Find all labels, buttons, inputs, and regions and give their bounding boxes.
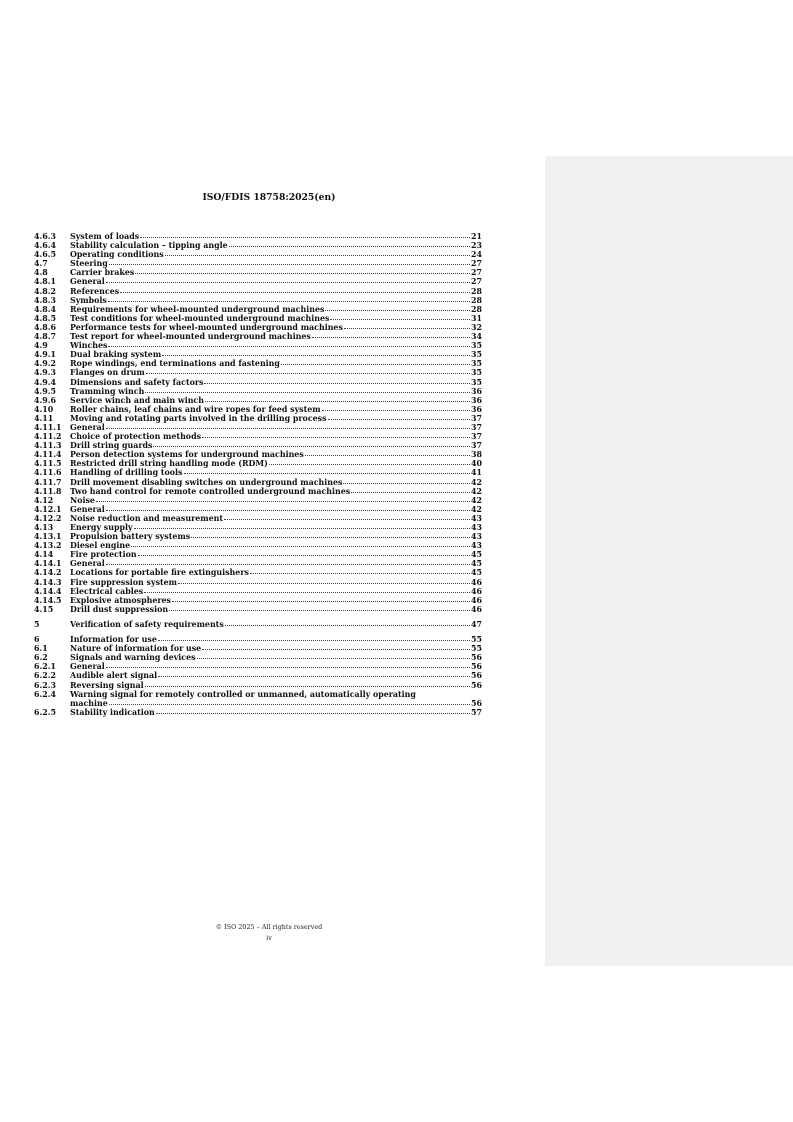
toc-entry-number: 4.11.7 [34, 477, 62, 487]
toc-entry-title: Signals and warning devices [70, 653, 196, 663]
toc-entry-page: 36 [471, 404, 482, 414]
toc-entry-page: 56 [471, 662, 482, 672]
toc-entry-title: Audible alert signal [70, 671, 158, 681]
toc-entry-page: 35 [471, 359, 482, 369]
page-footer [34, 922, 504, 944]
toc-entry-page: 42 [471, 477, 482, 487]
toc-entry-page: 27 [471, 259, 482, 269]
toc-dot-leader [344, 322, 470, 329]
toc-entry-page: 46 [471, 604, 482, 614]
toc-dot-leader [269, 458, 470, 465]
toc-dot-leader [106, 558, 470, 565]
toc-dot-leader [172, 595, 470, 602]
toc-entry-page: 21 [471, 232, 482, 241]
toc-entry-number: 4.9.2 [34, 359, 56, 369]
toc-entry-page: 46 [471, 586, 482, 596]
toc-entry-title: Noise [70, 495, 95, 505]
toc-dot-leader [106, 276, 470, 283]
toc-dot-leader [328, 413, 470, 420]
toc-entry-page: 41 [471, 468, 482, 478]
toc-dot-leader [202, 431, 470, 438]
toc-entry-page: 46 [471, 577, 482, 587]
toc-entry-number: 4.12 [34, 495, 54, 505]
toc-dot-leader [351, 486, 470, 493]
toc-entry-title: Steering [70, 259, 108, 269]
toc-entry-number: 4.14 [34, 550, 54, 560]
toc-entry-number: 4.14.2 [34, 568, 62, 578]
toc-dot-leader [138, 549, 470, 556]
toc-entry-number: 4.13.2 [34, 541, 62, 551]
toc-entry-number: 4.8.3 [34, 295, 56, 305]
toc-dot-leader [224, 513, 470, 520]
copyright-notice: © ISO 2025 – All rights reserved [215, 923, 323, 931]
toc-entry-number: 4.11.2 [34, 432, 62, 442]
toc-entry-page: 28 [471, 286, 482, 296]
toc-dot-leader [178, 577, 470, 584]
toc-entry-page: 36 [471, 395, 482, 405]
toc-entry-number: 4.8.6 [34, 322, 56, 332]
toc-entry-page: 23 [471, 241, 482, 251]
toc-entry-page: 34 [471, 332, 482, 342]
toc-entry-page: 27 [471, 268, 482, 278]
toc-entry-number: 4.11.5 [34, 459, 62, 469]
toc-entry-title: Operating conditions [70, 250, 164, 260]
toc-entry-number: 4.11 [34, 413, 54, 423]
toc-entry-number: 4.11.8 [34, 486, 62, 496]
toc-dot-leader [184, 467, 471, 474]
toc-dot-leader [325, 304, 470, 311]
toc-entry-title: Flanges on drum [70, 368, 145, 378]
toc-entry-title: Roller chains, leaf chains and wire ropes for feed system [70, 404, 321, 414]
toc-entry-title: Handling of drilling tools [70, 468, 183, 478]
toc-entry-title: General [70, 662, 105, 672]
toc-entry-number: 4.14.3 [34, 577, 62, 587]
toc-entry-title: Dual braking system [70, 350, 162, 360]
toc-dot-leader [109, 258, 470, 265]
toc-entry-page: 43 [471, 513, 482, 523]
toc-entry-title: Test report for wheel-mounted underground machines [70, 332, 311, 342]
toc-entry-title: Two hand control for remote controlled underground machines [70, 486, 351, 496]
toc-entry-number: 4.9.5 [34, 386, 56, 396]
toc-entry-title: Drill string guards [70, 441, 153, 451]
toc-entry-page: 37 [471, 432, 482, 442]
toc-dot-leader [165, 249, 470, 256]
toc-entry-page: 37 [471, 441, 482, 451]
toc-dot-leader [169, 604, 470, 611]
toc-entry-title: Choice of protection methods [70, 432, 202, 442]
toc-entry-title: machine [70, 698, 108, 708]
toc-entry-title: Nature of information for use [70, 644, 202, 654]
toc-dot-leader [162, 349, 470, 356]
toc-entry-page: 35 [471, 350, 482, 360]
toc-dot-leader [250, 567, 470, 574]
toc-entry-page: 46 [471, 595, 482, 605]
toc-entry-number: 4.14.1 [34, 559, 62, 569]
toc-entry-page: 43 [471, 523, 482, 532]
toc-entry-page: 35 [471, 377, 482, 387]
toc-entry-number: 6.2.2 [34, 671, 56, 681]
toc-entry-title: Test conditions for wheel-mounted underground machines [70, 313, 330, 323]
toc-entry-number: 4.13.1 [34, 532, 62, 542]
toc-dot-leader [205, 395, 470, 402]
toc-dot-leader [305, 449, 470, 456]
toc-entry-title: Verification of safety requirements [70, 619, 224, 629]
toc-entry-page: 28 [471, 295, 482, 305]
toc-entry-number: 6.2.5 [34, 707, 56, 717]
toc-entry-page: 55 [471, 635, 482, 645]
toc-entry-title: Propulsion battery systems [70, 532, 191, 542]
toc-entry-page: 32 [471, 322, 482, 332]
toc-dot-leader [330, 313, 470, 320]
toc-dot-leader [343, 477, 470, 484]
toc-dot-leader [108, 295, 470, 302]
toc-entry-page: 37 [471, 422, 482, 432]
toc-entry-number: 4.6.4 [34, 241, 56, 251]
toc-dot-leader [108, 340, 470, 347]
document-header: ISO/FDIS 18758:2025(en) [202, 192, 336, 203]
toc-entry-title: Fire suppression system [70, 577, 178, 587]
toc-entry-title: General [70, 422, 105, 432]
toc-entry-number: 4.6.5 [34, 250, 56, 260]
toc-entry-title: Fire protection [70, 550, 137, 560]
toc-entry-title: Drill movement disabling switches on underground machines [70, 477, 343, 487]
toc-entry-page: 56 [471, 653, 482, 663]
toc-entry[interactable] [34, 605, 482, 614]
toc-entry-number: 4.10 [34, 404, 54, 414]
toc-dot-leader [146, 367, 470, 374]
toc-dot-leader [312, 331, 470, 338]
toc-entry-title: Reversing signal [70, 680, 144, 690]
toc-dot-leader [135, 267, 470, 274]
toc-dot-leader [156, 707, 470, 714]
toc-entry-page: 55 [471, 644, 482, 654]
toc-entry-title: Moving and rotating parts involved in the drilling process [70, 413, 327, 423]
toc-dot-leader [96, 495, 470, 502]
toc-entry-number: 6.2.3 [34, 680, 56, 690]
toc-dot-leader [109, 698, 470, 705]
toc-entry-number: 6.2.1 [34, 662, 56, 672]
toc-entry-page: 40 [471, 459, 482, 469]
toc-dot-leader [153, 440, 470, 447]
toc-entry-number: 4.14.5 [34, 595, 62, 605]
toc-entry-page: 42 [471, 495, 482, 505]
toc-entry-number: 6.2 [34, 653, 48, 663]
table-of-contents [34, 232, 482, 717]
toc-entry-title: Locations for portable fire extinguishers [70, 568, 249, 578]
toc-entry-page: 43 [471, 532, 482, 542]
toc-entry-number: 4.9 [34, 341, 48, 351]
toc-entry-page: 31 [471, 313, 482, 323]
toc-entry-title: Carrier brakes [70, 268, 135, 278]
toc-entry-page: 45 [471, 559, 482, 569]
toc-entry-title: Service winch and main winch [70, 395, 204, 405]
page-number: iv [266, 934, 272, 942]
toc-dot-leader [106, 422, 470, 429]
toc-dot-leader [204, 377, 470, 384]
toc-dot-leader [145, 386, 470, 393]
toc-dot-leader [134, 522, 470, 529]
toc-dot-leader [197, 652, 470, 659]
toc-entry-page: 45 [471, 568, 482, 578]
toc-dot-leader [225, 619, 470, 626]
toc-entry-title: Winches [70, 341, 108, 351]
toc-entry-title: Requirements for wheel-mounted underground machines [70, 304, 325, 314]
toc-entry-number: 4.8.4 [34, 304, 56, 314]
toc-entry-title: Noise reduction and measurement [70, 513, 224, 523]
toc-entry-number: 4.9.6 [34, 395, 56, 405]
toc-entry-page: 36 [471, 386, 482, 396]
toc-entry-number: 4.11.3 [34, 441, 62, 451]
toc-entry[interactable] [34, 620, 482, 629]
toc-entry-title: Person detection systems for underground machines [70, 450, 304, 460]
toc-dot-leader [229, 240, 470, 247]
toc-entry-title: Rope windings, end terminations and fastening [70, 359, 280, 369]
comment-pane [545, 156, 793, 966]
toc-entry-page: 47 [471, 619, 482, 629]
toc-dot-leader [145, 680, 470, 687]
toc-dot-leader [281, 358, 470, 365]
toc-dot-leader [120, 286, 470, 293]
toc-entry-number: 4.15 [34, 604, 54, 614]
toc-entry-number: 4.9.3 [34, 368, 56, 378]
toc-entry-title: General [70, 277, 105, 287]
toc-entry-title: Information for use [70, 635, 157, 645]
toc-dot-leader [131, 540, 470, 547]
toc-entry-title: Diesel engine [70, 541, 131, 551]
toc-entry-number: 6 [34, 635, 40, 645]
toc-dot-leader [158, 670, 470, 677]
toc-entry-title: General [70, 504, 105, 514]
toc-entry-number: 4.8.1 [34, 277, 56, 287]
toc-entry-number: 4.8.5 [34, 313, 56, 323]
toc-entry-page: 56 [471, 671, 482, 681]
toc-entry-page: 43 [471, 541, 482, 551]
toc-entry-page: 37 [471, 413, 482, 423]
toc-entry-number: 5 [34, 619, 40, 629]
toc-entry-number: 4.12.2 [34, 513, 62, 523]
toc-entry-title: Dimensions and safety factors [70, 377, 204, 387]
toc-entry-number: 4.7 [34, 259, 48, 269]
toc-entry-title: Energy supply [70, 523, 133, 532]
toc-entry-title: System of loads [70, 232, 140, 241]
toc-entry-number: 4.11.6 [34, 468, 62, 478]
toc-entry-number: 4.11.1 [34, 422, 62, 432]
toc-entry-number: 6.1 [34, 644, 48, 654]
toc-dot-leader [158, 634, 470, 641]
toc-entry-page: 24 [471, 250, 482, 260]
toc-entry-number: 4.8.7 [34, 332, 56, 342]
toc-entry-page: 38 [471, 450, 482, 460]
toc-entry-number: 4.9.1 [34, 350, 56, 360]
toc-entry-number: 4.8.2 [34, 286, 56, 296]
toc-entry-title: Warning signal for remotely controlled or unmanned, automatically operating [70, 689, 416, 699]
toc-entry-page: 56 [471, 680, 482, 690]
toc-dot-leader [191, 531, 470, 538]
toc-entry-number: 6.2.4 [34, 689, 56, 699]
toc-entry-number: 4.13 [34, 523, 54, 532]
toc-entry-number: 4.11.4 [34, 450, 62, 460]
toc-entry[interactable] [34, 681, 482, 690]
toc-entry-page: 45 [471, 550, 482, 560]
toc-dot-leader [322, 404, 470, 411]
toc-entry-page: 28 [471, 304, 482, 314]
toc-dot-leader [202, 643, 470, 650]
toc-entry-page: 57 [471, 707, 482, 717]
toc-entry-title: Performance tests for wheel-mounted underground machines [70, 322, 343, 332]
toc-dot-leader [106, 504, 470, 511]
toc-entry-title: Electrical cables [70, 586, 144, 596]
toc-entry-title: Drill dust suppression [70, 604, 169, 614]
toc-entry-page: 35 [471, 341, 482, 351]
toc-dot-leader [106, 661, 470, 668]
toc-entry-page: 35 [471, 368, 482, 378]
toc-entry-title: Restricted drill string handling mode (RDM) [70, 459, 268, 469]
toc-entry-title: General [70, 559, 105, 569]
toc-entry-page: 42 [471, 486, 482, 496]
toc-dot-leader [140, 231, 470, 238]
toc-entry-number: 4.8 [34, 268, 48, 278]
toc-entry[interactable] [34, 708, 482, 717]
toc-entry-number: 4.9.4 [34, 377, 56, 387]
toc-entry-number: 4.14.4 [34, 586, 62, 596]
toc-entry-title: Symbols [70, 295, 107, 305]
toc-entry-title: Stability indication [70, 707, 155, 717]
toc-entry-title: Tramming winch [70, 386, 145, 396]
toc-entry-page: 27 [471, 277, 482, 287]
toc-entry-title: References [70, 286, 120, 296]
toc-entry-title: Explosive atmospheres [70, 595, 171, 605]
toc-entry-number: 4.12.1 [34, 504, 62, 514]
toc-entry-page: 56 [471, 698, 482, 708]
toc-entry-page: 42 [471, 504, 482, 514]
toc-entry-number: 4.6.3 [34, 232, 56, 241]
toc-entry-title: Stability calculation – tipping angle [70, 241, 228, 251]
toc-dot-leader [144, 586, 470, 593]
